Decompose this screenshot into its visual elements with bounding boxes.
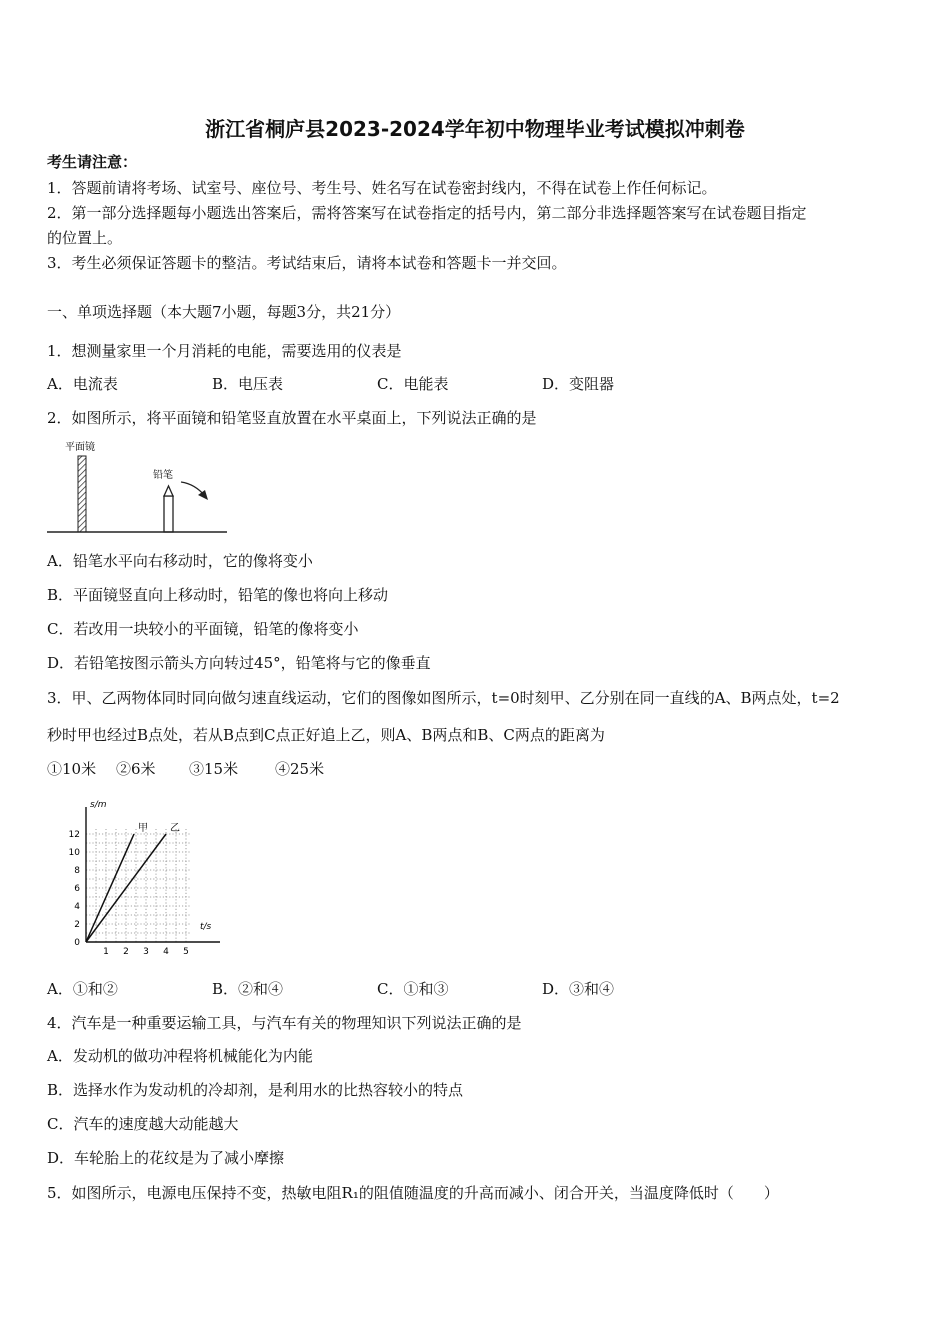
y-tick-label: 10 (68, 848, 80, 858)
q4-option-a[interactable]: A．发动机的做功冲程将机械能化为内能 (47, 1047, 313, 1065)
y-tick-label: 2 (74, 920, 80, 930)
y-tick-label: 6 (74, 884, 80, 894)
mirror-label: 平面镜 (65, 442, 95, 453)
notice-item-3: 3．考生必须保证答题卡的整洁。考试结束后，请将本试卷和答题卡一并交回。 (47, 254, 567, 272)
y-tick-label: 4 (74, 902, 80, 912)
q4-stem: 4．汽车是一种重要运输工具，与汽车有关的物理知识下列说法正确的是 (47, 1014, 522, 1032)
section-heading: 一、单项选择题（本大题7小题，每题3分，共21分） (47, 303, 401, 321)
pencil-body (164, 496, 173, 532)
pencil-tip (164, 486, 173, 496)
q3-option-d[interactable]: D．③和④ (542, 980, 615, 998)
q2-option-d[interactable]: D．若铅笔按图示箭头方向转过45°，铅笔将与它的像垂直 (47, 654, 431, 672)
x-tick-label: 1 (103, 947, 109, 957)
x-tick-label: 4 (163, 947, 169, 957)
series-label-1: 甲 (138, 823, 148, 834)
q1-option-c[interactable]: C．电能表 (377, 375, 449, 393)
y-tick-label: 12 (68, 830, 80, 840)
q4-option-d[interactable]: D．车轮胎上的花纹是为了减小摩擦 (47, 1149, 285, 1167)
y-tick-label: 0 (74, 938, 80, 948)
y-tick-label: 8 (74, 866, 80, 876)
q1-stem: 1．想测量家里一个月消耗的电能，需要选用的仪表是 (47, 342, 402, 360)
y-axis-label: s/m (90, 800, 107, 810)
rotation-arrowhead (198, 490, 208, 500)
q1-option-b[interactable]: B．电压表 (212, 375, 284, 393)
q4-option-b[interactable]: B．选择水作为发动机的冷却剂，是利用水的比热容较小的特点 (47, 1081, 464, 1099)
q2-option-b[interactable]: B．平面镜竖直向上移动时，铅笔的像也将向上移动 (47, 586, 389, 604)
q1-option-d[interactable]: D．变阻器 (542, 375, 615, 393)
q5-stem: 5．如图所示，电源电压保持不变，热敏电阻R₁的阻值随温度的升高而减小、闭合开关，当温度降低时（ ） (47, 1184, 779, 1202)
page-title: 浙江省桐庐县2023-2024学年初中物理毕业考试模拟冲刺卷 (205, 117, 745, 141)
q3-choice-1: ①10米 (47, 760, 97, 778)
q2-option-a[interactable]: A．铅笔水平向右移动时，它的像将变小 (47, 552, 313, 570)
q3-choice-2: ②6米 (116, 760, 156, 778)
series-label-2: 乙 (170, 823, 180, 834)
x-tick-label: 3 (143, 947, 149, 957)
q2-stem: 2．如图所示，将平面镜和铅笔竖直放置在水平桌面上，下列说法正确的是 (47, 409, 537, 427)
notice-item-2-cont: 的位置上。 (47, 229, 123, 247)
x-axis-label: t/s (200, 922, 212, 932)
q3-stem-line1: 3．甲、乙两物体同时同向做匀速直线运动，它们的图像如图所示，t=0时刻甲、乙分别在同一直线的A、B两点处，t=2 (47, 689, 840, 707)
q2-figure (45, 436, 235, 536)
x-tick-label: 2 (123, 947, 129, 957)
q3-choice-4: ④25米 (275, 760, 325, 778)
q3-option-a[interactable]: A．①和② (47, 980, 118, 998)
q3-stem-line2: 秒时甲也经过B点处，若从B点到C点正好追上乙，则A、B两点和B、C两点的距离为 (47, 726, 605, 744)
q3-option-c[interactable]: C．①和③ (377, 980, 449, 998)
notice-item-1: 1．答题前请将考场、试室号、座位号、考生号、姓名写在试卷密封线内，不得在试卷上作任何标记。 (47, 179, 717, 197)
q1-option-a[interactable]: A．电流表 (47, 375, 118, 393)
q3-choice-3: ③15米 (189, 760, 239, 778)
q2-option-c[interactable]: C．若改用一块较小的平面镜，铅笔的像将变小 (47, 620, 359, 638)
q3-option-b[interactable]: B．②和④ (212, 980, 284, 998)
notice-item-2: 2．第一部分选择题每小题选出答案后，需将答案写在试卷指定的括号内，第二部分非选择题答案写在试卷题目指定 (47, 204, 807, 222)
notice-heading: 考生请注意： (47, 153, 138, 171)
pencil-label: 铅笔 (153, 470, 173, 481)
q4-option-c[interactable]: C．汽车的速度越大动能越大 (47, 1115, 239, 1133)
q3-chart (60, 795, 235, 960)
x-tick-label: 5 (183, 947, 189, 957)
mirror (78, 456, 86, 532)
